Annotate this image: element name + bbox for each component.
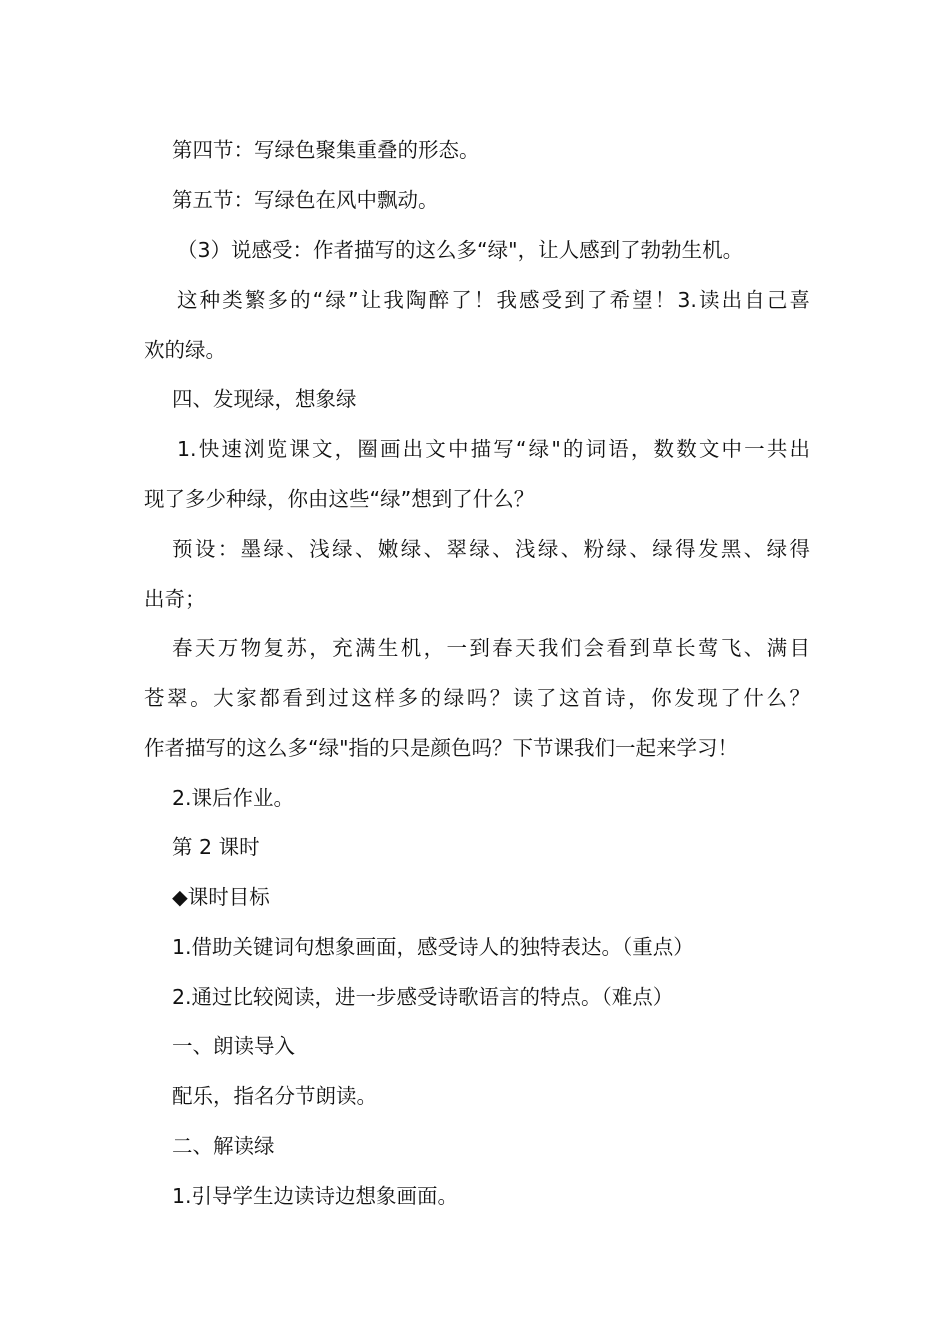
heading-lesson-2: 第 2 课时 (172, 835, 260, 859)
paragraph-preset-line-1: 预设：墨绿、浅绿、嫩绿、翠绿、浅绿、粉绿、绿得发黑、绿得 (172, 537, 810, 561)
paragraph-preset-line-2: 出奇； (144, 587, 206, 611)
paragraph-spring-line-1: 春天万物复苏，充满生机，一到春天我们会看到草长莺飞、满目 (172, 636, 810, 660)
heading-reading-intro: 一、朗读导入 (172, 1034, 295, 1058)
paragraph-intoxicated-line-1: 这种类繁多的“绿”让我陶醉了！我感受到了希望！3.读出自己喜 (177, 288, 810, 312)
paragraph-intoxicated-line-2: 欢的绿。 (144, 338, 226, 362)
paragraph-section-four: 第四节：写绿色聚集重叠的形态。 (172, 138, 480, 162)
goal-item-2: 2.通过比较阅读，进一步感受诗歌语言的特点。（难点） (172, 985, 674, 1009)
paragraph-homework: 2.课后作业。 (172, 786, 295, 810)
paragraph-spring-line-3: 作者描写的这么多“绿"指的只是颜色吗？下节课我们一起来学习！ (144, 736, 739, 760)
paragraph-spring-line-2: 苍翠。大家都看到过这样多的绿吗？读了这首诗，你发现了什么？ (144, 686, 810, 710)
paragraph-browse-line-2: 现了多少种绿，你由这些“绿”想到了什么？ (144, 487, 535, 511)
paragraph-music-reading: 配乐，指名分节朗读。 (172, 1084, 377, 1108)
heading-interpret-green: 二、解读绿 (172, 1134, 275, 1158)
goal-item-1: 1.借助关键词句想象画面，感受诗人的独特表达。（重点） (172, 935, 694, 959)
paragraph-section-five: 第五节：写绿色在风中飘动。 (172, 188, 439, 212)
heading-lesson-goals: ◆课时目标 (172, 885, 270, 909)
paragraph-feelings: （3）说感受：作者描写的这么多“绿"，让人感到了勃勃生机。 (177, 238, 744, 262)
heading-discover-green: 四、发现绿，想象绿 (172, 387, 357, 411)
paragraph-guide-students: 1.引导学生边读诗边想象画面。 (172, 1184, 459, 1208)
paragraph-browse-line-1: 1.快速浏览课文，圈画出文中描写“绿"的词语，数数文中一共出 (177, 437, 810, 461)
